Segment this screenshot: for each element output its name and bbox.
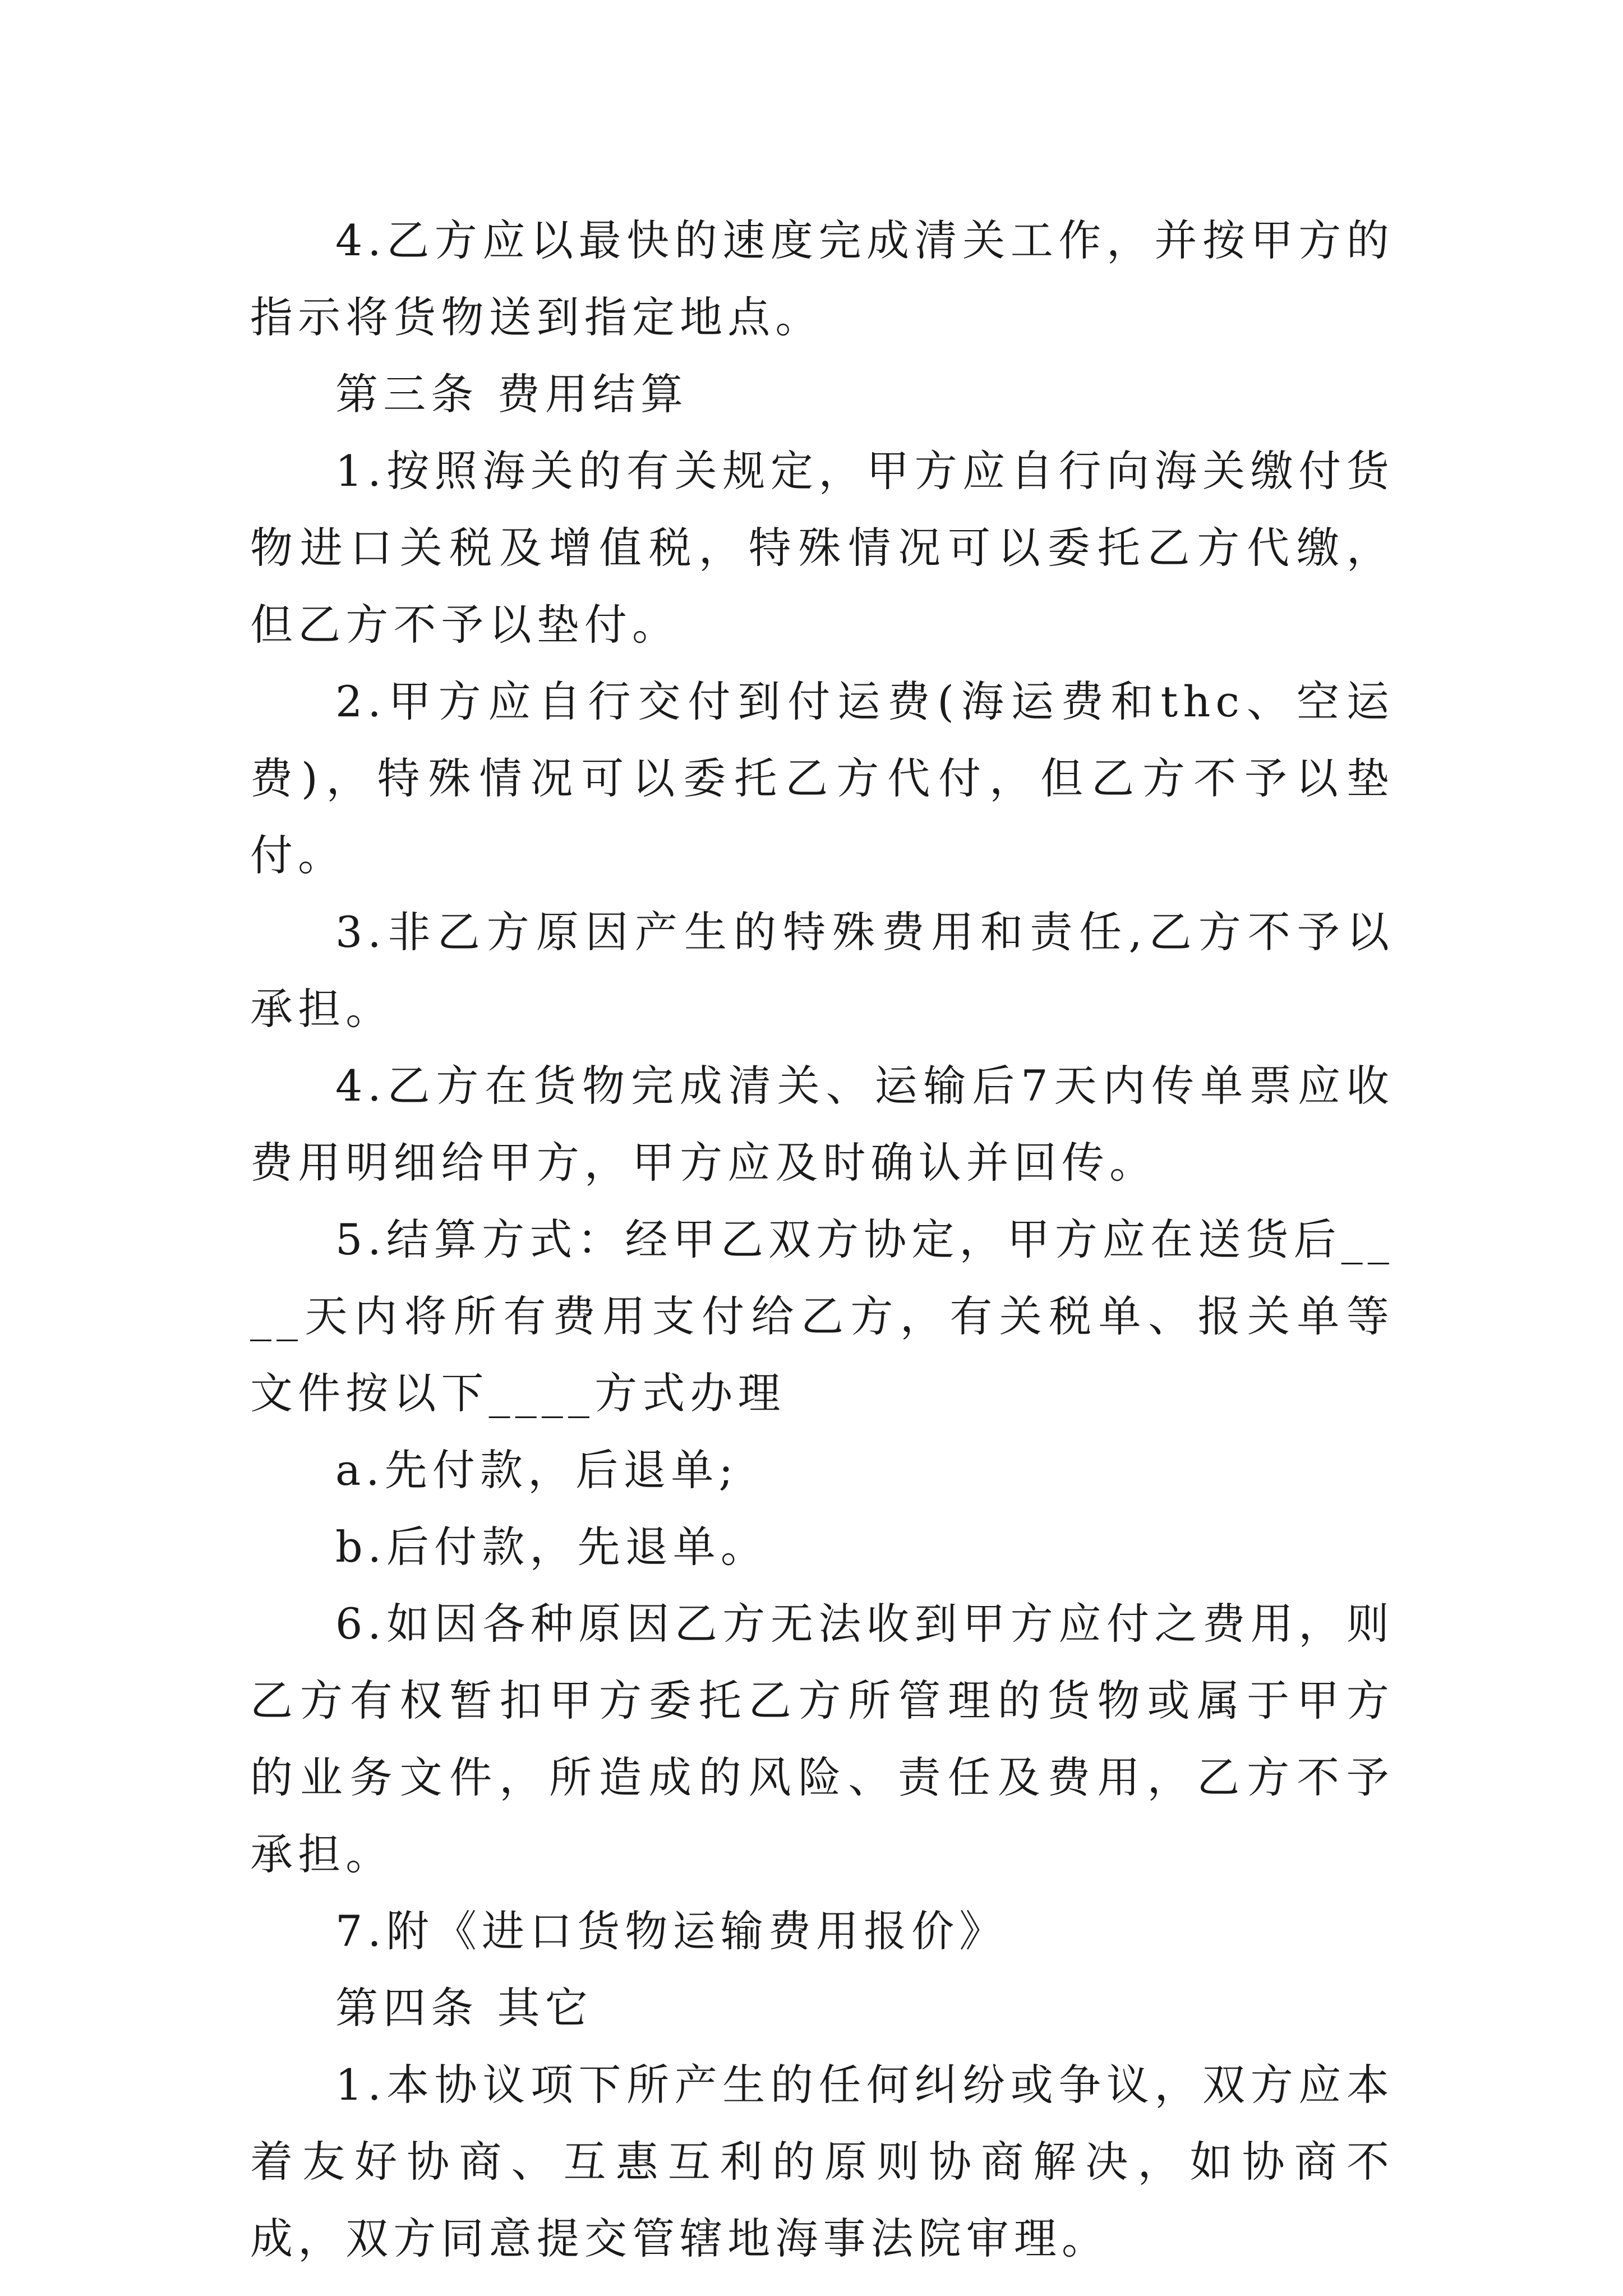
paragraph-freight-payment: 2.甲方应自行交付到付运费(海运费和thc、空运费)，特殊情况可以委托乙方代付，但乙方不予以垫付。 [250,677,1394,880]
heading-article-three: 第三条 费用结算 [335,369,689,419]
document-body [250,202,1394,2277]
paragraph-fee-details: 4.乙方在货物完成清关、运输后7天内传单票应收费用明细给甲方，甲方应及时确认并回传。 [250,1061,1394,1188]
heading-article-four: 第四条 其它 [335,1983,593,2033]
paragraph-dispute-resolution: 1.本协议项下所产生的任何纠纷或争议，双方应本着友好协商、互惠互利的原则协商解决，如协商不成，双方同意提交管辖地海事法院审理。 [250,2060,1394,2263]
paragraph-clearance-speed: 4.乙方应以最快的速度完成清关工作，并按甲方的指示将货物送到指定地点。 [250,215,1394,342]
paragraph-option-a: a.先付款，后退单; [335,1445,739,1495]
paragraph-settlement-method: 5.结算方式：经甲乙双方协定，甲方应在送货后____天内将所有费用支付给乙方，有关税单、报关单等文件按以下____方式办理 [250,1214,1394,1418]
paragraph-customs-duties: 1.按照海关的有关规定，甲方应自行向海关缴付货物进口关税及增值税，特殊情况可以委托乙方代缴，但乙方不予以垫付。 [250,446,1394,650]
paragraph-attachment: 7.附《进口货物运输费用报价》 [335,1906,1007,1956]
paragraph-special-costs: 3.非乙方原因产生的特殊费用和责任,乙方不予以承担。 [250,907,1394,1034]
paragraph-withhold-rights: 6.如因各种原因乙方无法收到甲方应付之费用，则乙方有权暂扣甲方委托乙方所管理的货物或属于甲方的业务文件，所造成的风险、责任及费用，乙方不予承担。 [250,1599,1394,1879]
paragraph-option-b: b.后付款，先退单。 [335,1522,769,1572]
